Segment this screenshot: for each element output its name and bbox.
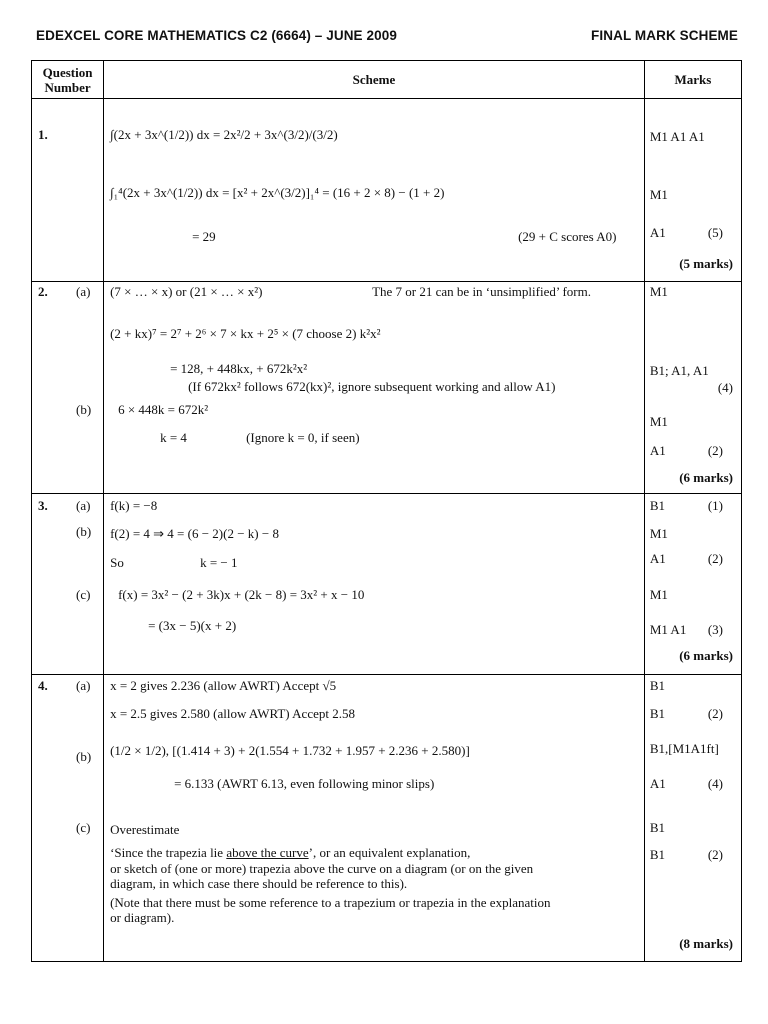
q4-part-b-total: (4) xyxy=(707,776,724,791)
q2-part-b-note: (Ignore k = 0, if seen) xyxy=(246,430,360,445)
question-3-number: 3. xyxy=(38,498,48,513)
q1-mark-2: M1 xyxy=(649,187,668,202)
question-header-line2: Number xyxy=(44,79,91,95)
q2-expansion-line: (2 + kx)⁷ = 2⁷ + 2⁶ × 7 × kx + 2⁵ × (7 choose 2) k²x² xyxy=(110,326,381,341)
question-2-row xyxy=(32,282,742,494)
q4-line-1: x = 2 gives 2.236 (allow AWRT) Accept √5 xyxy=(110,678,337,693)
q3-part-b-label: (b) xyxy=(76,524,92,539)
mark-scheme-table xyxy=(31,60,742,962)
q2-total-marks: (6 marks) xyxy=(679,470,733,485)
q3-so-label: So xyxy=(110,555,124,570)
q4-mark-6: B1 xyxy=(649,847,666,862)
question-3-row xyxy=(32,494,742,675)
q3-mark-2: M1 xyxy=(649,526,668,541)
question-1-number: 1. xyxy=(38,127,48,142)
q4-overestimate: Overestimate xyxy=(110,822,180,837)
q2-mark-4: A1 xyxy=(649,443,666,458)
q2-part-b-line-2: k = 4 xyxy=(160,430,187,445)
question-number-header xyxy=(32,61,104,99)
table-header-row xyxy=(32,61,742,99)
q3-total-marks: (6 marks) xyxy=(679,648,733,663)
marks-header: Marks xyxy=(644,61,741,99)
q4-explanation-underline: above the curve xyxy=(226,845,309,860)
q4-explanation-pre: ‘Since the trapezia lie xyxy=(110,845,227,860)
q2-mark-3: M1 xyxy=(649,414,668,429)
q4-explanation-line-4: (Note that there must be some reference to a trapezium or trapezia in the explanation xyxy=(110,895,551,910)
q3-line-3: k = − 1 xyxy=(200,555,238,570)
q4-explanation-line-1 xyxy=(110,845,470,860)
question-4-number: 4. xyxy=(38,678,48,693)
q2-part-b-label: (b) xyxy=(76,402,92,417)
q4-mark-1: B1 xyxy=(649,678,666,693)
q4-part-c-label: (c) xyxy=(76,820,91,835)
q2-part-b-line-1: 6 × 448k = 672k² xyxy=(118,402,209,417)
q4-part-b-label: (b) xyxy=(76,749,92,764)
q2-coefficients-line: = 128, + 448kx, + 672k²x² xyxy=(170,361,308,376)
q4-part-a-total: (2) xyxy=(707,706,724,721)
q4-trapezium-line: (1/2 × 1/2), [(1.414 + 3) + 2(1.554 + 1.732 + 1.957 + 2.236 + 2.580)] xyxy=(110,743,470,758)
question-4-row xyxy=(32,675,742,962)
q3-part-a-label: (a) xyxy=(76,498,91,513)
q3-mark-5: M1 A1 xyxy=(649,622,687,637)
question-1-row xyxy=(32,99,742,282)
q3-part-c-total: (3) xyxy=(707,622,724,637)
question-header-line1: Question xyxy=(42,64,93,80)
q1-integral-line: ∫(2x + 3x^(1/2)) dx = 2x²/2 + 3x^(3/2)/(3/2) xyxy=(110,127,338,142)
q1-mark-1: M1 A1 A1 xyxy=(649,129,705,144)
scheme-header: Scheme xyxy=(104,61,645,99)
document-header-title: EDEXCEL CORE MATHEMATICS C2 (6664) – JUNE 2009 xyxy=(36,28,397,43)
q2-note-line: (If 672kx² follows 672(kx)², ignore subsequent working and allow A1) xyxy=(188,379,556,394)
question-2-number: 2. xyxy=(38,284,48,299)
document-header-scheme: FINAL MARK SCHEME xyxy=(591,28,738,43)
q3-line-5: = (3x − 5)(x + 2) xyxy=(148,618,237,633)
q4-mark-4: A1 xyxy=(649,776,666,791)
q1-result-line: = 29 xyxy=(192,229,216,244)
q4-mark-3: B1,[M1A1ft] xyxy=(649,741,719,756)
q4-mark-2: B1 xyxy=(649,706,666,721)
q4-total-marks: (8 marks) xyxy=(679,936,733,951)
q2-part-b-total: (2) xyxy=(707,443,724,458)
q3-mark-4: M1 xyxy=(649,587,668,602)
q1-mark-3: A1 xyxy=(649,225,666,240)
q4-part-a-label: (a) xyxy=(76,678,91,693)
q2-mark-2: B1; A1, A1 xyxy=(649,363,709,378)
q4-explanation-line-2: or sketch of (one or more) trapezia above the curve on a diagram (or on the given xyxy=(110,861,534,876)
q4-explanation-post: ’, or an equivalent explanation, xyxy=(308,845,471,860)
q3-part-b-total: (2) xyxy=(707,551,724,566)
q4-mark-5: B1 xyxy=(649,820,666,835)
q3-line-2: f(2) = 4 ⇒ 4 = (6 − 2)(2 − k) − 8 xyxy=(110,526,279,541)
q2-line-1-note: The 7 or 21 can be in ‘unsimplified’ form. xyxy=(372,284,591,299)
q1-part-total: (5) xyxy=(707,225,724,240)
q4-line-2: x = 2.5 gives 2.580 (allow AWRT) Accept 2.58 xyxy=(110,706,355,721)
q1-total-marks: (5 marks) xyxy=(679,256,733,271)
q4-part-c-total: (2) xyxy=(707,847,724,862)
q2-mark-1: M1 xyxy=(649,284,668,299)
q4-result-line: = 6.133 (AWRT 6.13, even following minor slips) xyxy=(174,776,435,791)
q3-part-a-total: (1) xyxy=(707,498,724,513)
q3-mark-1: B1 xyxy=(649,498,666,513)
q1-note: (29 + C scores A0) xyxy=(518,229,617,244)
q4-explanation-line-5: or diagram). xyxy=(110,910,175,925)
q2-part-a-total: (4) xyxy=(717,380,733,395)
q2-part-a-label: (a) xyxy=(76,284,91,299)
q3-line-1: f(k) = −8 xyxy=(110,498,158,513)
q2-line-1: (7 × … × x) or (21 × … × x²) xyxy=(110,284,263,299)
q3-mark-3: A1 xyxy=(649,551,666,566)
q4-explanation-line-3: diagram, in which case there should be reference to this). xyxy=(110,876,408,891)
q1-definite-integral-line: ∫₁⁴(2x + 3x^(1/2)) dx = [x² + 2x^(3/2)]₁⁴ = (16 + 2 × 8) − (1 + 2) xyxy=(110,185,445,200)
q3-part-c-label: (c) xyxy=(76,587,91,602)
q3-line-4: f(x) = 3x² − (2 + 3k)x + (2k − 8) = 3x² + x − 10 xyxy=(118,587,365,602)
